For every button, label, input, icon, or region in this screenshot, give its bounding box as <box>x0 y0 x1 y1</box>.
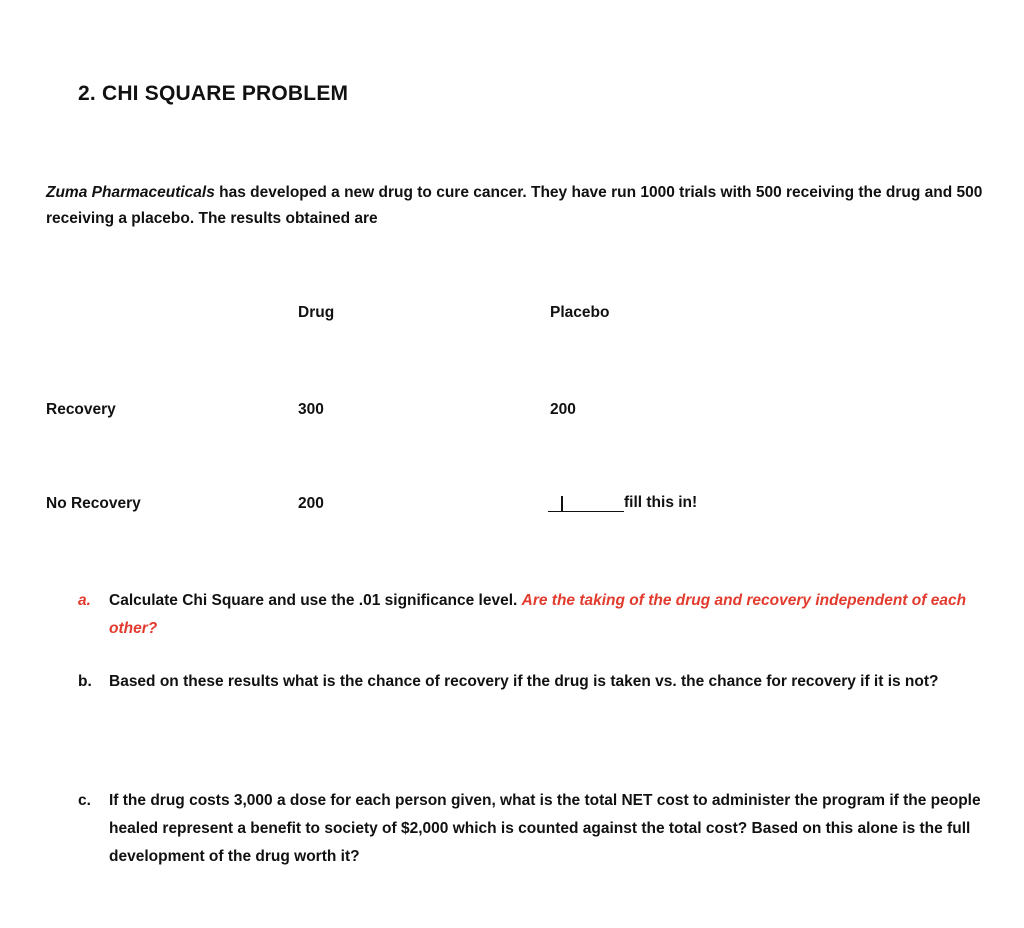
question-a-text: Calculate Chi Square and use the .01 significance level. <box>109 592 522 609</box>
company-name: Zuma Pharmaceuticals <box>46 184 215 201</box>
column-header-drug: Drug <box>298 304 335 321</box>
question-c-letter: c. <box>78 792 91 809</box>
question-a-red-text: Are the taking of the drug and recovery independent of each other? <box>109 592 967 637</box>
cell-no-recovery-drug: 200 <box>298 495 324 512</box>
row-label-recovery: Recovery <box>46 401 116 418</box>
fill-note: fill this in! <box>624 494 698 511</box>
text-cursor-icon <box>548 496 566 512</box>
cell-recovery-drug: 300 <box>298 401 324 418</box>
question-a-letter: a. <box>78 592 91 609</box>
intro-text: has developed a new drug to cure cancer. They have run 1000 trials with 500 receiving the drug and 500 receiving a placebo. The results obtained are <box>46 184 983 227</box>
question-a <box>78 587 998 643</box>
question-b-letter: b. <box>78 673 92 690</box>
question-c <box>78 787 998 871</box>
cell-recovery-placebo: 200 <box>550 401 576 418</box>
question-c-text: If the drug costs 3,000 a dose for each person given, what is the total NET cost to administer the program if the people healed represent a benefit to society of $2,000 which is counted against the total cost? Based on this alone is the full development of the drug worth it? <box>109 792 981 865</box>
page-heading: 2. CHI SQUARE PROBLEM <box>78 82 349 105</box>
fill-in-blank <box>566 495 624 512</box>
question-b <box>78 668 998 696</box>
intro-paragraph <box>46 180 986 232</box>
column-header-placebo: Placebo <box>550 304 610 321</box>
question-b-text: Based on these results what is the chance of recovery if the drug is taken vs. the chance for recovery if it is not? <box>109 673 939 690</box>
cell-no-recovery-placebo <box>548 494 697 512</box>
row-label-no-recovery: No Recovery <box>46 495 141 512</box>
